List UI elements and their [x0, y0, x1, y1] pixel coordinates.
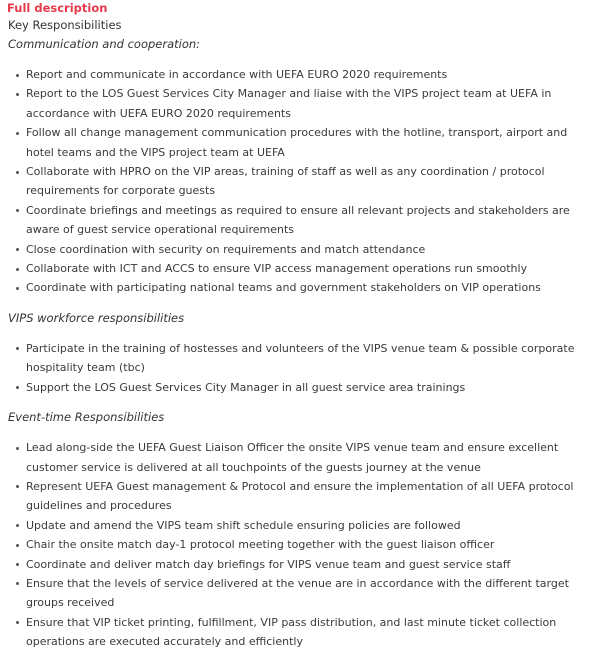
workforce-list [8, 339, 592, 397]
section-title-event-time: Event-time Responsibilities [8, 410, 165, 425]
list-item: Collaborate with ICT and ACCS to ensure VIP access management operations run smoothly [8, 259, 592, 278]
list-item: Close coordination with security on requirements and match attendance [8, 240, 592, 259]
list-item: Lead along-side the UEFA Guest Liaison Officer the onsite VIPS venue team and ensure excellent customer service is delivered at all touchpoints of the guests journey at the venue [8, 438, 592, 477]
key-responsibilities-heading: Key Responsibilities [8, 18, 122, 32]
list-item: Report to the LOS Guest Services City Manager and liaise with the VIPS project team at UEFA in accordance with UEFA EURO 2020 requirements [8, 84, 592, 123]
list-item: Ensure that VIP ticket printing, fulfillment, VIP pass distribution, and last minute ticket collection operations are executed accurately and efficiently [8, 613, 592, 652]
section-title-communication: Communication and cooperation: [8, 37, 201, 51]
list-item: Represent UEFA Guest management & Protocol and ensure the implementation of all UEFA protocol guidelines and procedures [8, 477, 592, 516]
list-item: Participate in the training of hostesses and volunteers of the VIPS venue team & possible corporate hospitality team (tbc) [8, 339, 592, 378]
list-item: Report and communicate in accordance with UEFA EURO 2020 requirements [8, 65, 592, 84]
list-item: Coordinate with participating national teams and government stakeholders on VIP operations [8, 278, 592, 297]
section-title-workforce: VIPS workforce responsibilities [8, 310, 185, 325]
full-description-heading: Full description [7, 1, 108, 15]
event-time-list [8, 438, 592, 651]
list-item: Update and amend the VIPS team shift schedule ensuring policies are followed [8, 516, 592, 535]
list-item: Follow all change management communication procedures with the hotline, transport, airport and hotel teams and the VIPS project team at UEFA [8, 123, 592, 162]
list-item: Ensure that the levels of service delivered at the venue are in accordance with the different target groups received [8, 574, 592, 613]
communication-list [8, 65, 592, 298]
list-item: Collaborate with HPRO on the VIP areas, training of staff as well as any coordination / protocol requirements for corporate guests [8, 162, 592, 201]
list-item: Chair the onsite match day-1 protocol meeting together with the guest liaison officer [8, 535, 592, 554]
list-item: Support the LOS Guest Services City Manager in all guest service area trainings [8, 378, 592, 397]
list-item: Coordinate briefings and meetings as required to ensure all relevant projects and stakeholders are aware of guest service operational requirements [8, 201, 592, 240]
list-item: Coordinate and deliver match day briefings for VIPS venue team and guest service staff [8, 555, 592, 574]
